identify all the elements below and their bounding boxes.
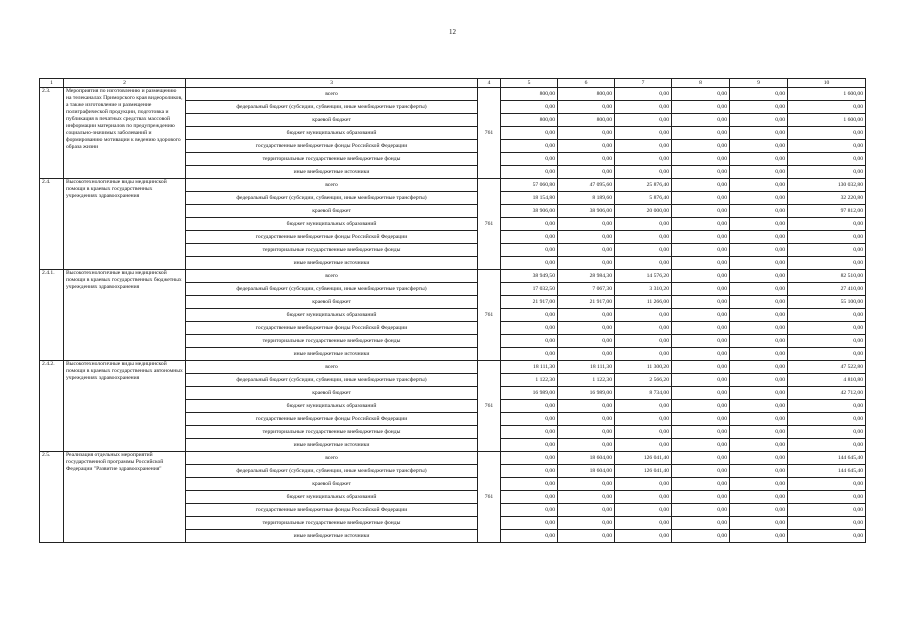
amount-cell: 0,00 (558, 166, 615, 179)
amount-cell: 0,00 (558, 504, 615, 517)
amount-cell: 0,00 (730, 491, 788, 504)
amount-cell: 2 566,20 (615, 374, 672, 387)
amount-cell: 0,00 (788, 400, 866, 413)
amount-cell: 55 100,00 (788, 296, 866, 309)
table-row (40, 452, 866, 465)
column-header: 4 (478, 79, 501, 88)
amount-cell: 8 734,00 (615, 387, 672, 400)
amount-cell: 0,00 (672, 296, 730, 309)
item-number: 2.4.2. (40, 361, 64, 452)
amount-cell: 0,00 (788, 101, 866, 114)
funding-source: бюджет муниципальных образований (186, 127, 478, 140)
amount-cell: 0,00 (672, 101, 730, 114)
amount-cell: 0,00 (501, 426, 558, 439)
amount-cell: 0,00 (615, 504, 672, 517)
column-header: 8 (672, 79, 730, 88)
amount-cell: 0,00 (558, 309, 615, 322)
activity-name: Высокотехнологичные виды медицинской помощи в краевых государственных учреждениях здравоохранения (64, 179, 186, 270)
amount-cell: 21 917,00 (501, 296, 558, 309)
amount-cell: 0,00 (501, 530, 558, 543)
funding-source: иные внебюджетные источники (186, 439, 478, 452)
amount-cell: 0,00 (501, 166, 558, 179)
column-header: 9 (730, 79, 788, 88)
amount-cell: 0,00 (788, 504, 866, 517)
amount-cell: 0,00 (672, 413, 730, 426)
funding-source: территориальные государственные внебюджетные фонды (186, 244, 478, 257)
amount-cell: 0,00 (730, 452, 788, 465)
amount-cell: 0,00 (501, 127, 558, 140)
amount-cell: 144 645,40 (788, 452, 866, 465)
amount-cell: 0,00 (730, 348, 788, 361)
funding-source: краевой бюджет (186, 114, 478, 127)
amount-cell: 11 300,20 (615, 361, 672, 374)
amount-cell: 0,00 (615, 101, 672, 114)
amount-cell: 1 600,00 (788, 114, 866, 127)
amount-cell: 0,00 (615, 140, 672, 153)
amount-cell: 0,00 (615, 218, 672, 231)
amount-cell: 0,00 (730, 283, 788, 296)
amount-cell: 57 060,80 (501, 179, 558, 192)
header-row (40, 79, 866, 88)
amount-cell: 5 876,40 (615, 192, 672, 205)
amount-cell: 0,00 (730, 114, 788, 127)
amount-cell: 0,00 (558, 426, 615, 439)
amount-cell: 0,00 (730, 140, 788, 153)
amount-cell: 0,00 (558, 218, 615, 231)
amount-cell: 0,00 (501, 231, 558, 244)
amount-cell: 32 220,80 (788, 192, 866, 205)
amount-cell: 0,00 (672, 452, 730, 465)
amount-cell: 0,00 (672, 283, 730, 296)
funding-source: всего (186, 88, 478, 101)
amount-cell: 0,00 (672, 127, 730, 140)
activity-name: Мероприятия по изготовлению и размещению на телеканалах Приморского края видеороликов, а также изготовление и размещение полиграфической продукции, подготовка и публикация в печатных средствах массовой информации материалов по предупреждению социально-значимых заболеваний и формированию мотивации к ведению здорового образа жизни (64, 88, 186, 179)
amount-cell: 0,00 (672, 504, 730, 517)
funding-source: иные внебюджетные источники (186, 257, 478, 270)
funding-source: краевой бюджет (186, 387, 478, 400)
amount-cell: 0,00 (788, 140, 866, 153)
amount-cell: 0,00 (615, 348, 672, 361)
amount-cell: 47 522,80 (788, 361, 866, 374)
activity-name: Высокотехнологичные виды медицинской помощи в краевых государственных автономных учреждениях здравоохранения (64, 361, 186, 452)
amount-cell: 0,00 (672, 517, 730, 530)
funding-source: государственные внебюджетные фонды Российской Федерации (186, 140, 478, 153)
amount-cell: 0,00 (558, 153, 615, 166)
amount-cell: 0,00 (672, 530, 730, 543)
amount-cell: 42 712,00 (788, 387, 866, 400)
column-header: 6 (558, 79, 615, 88)
amount-cell: 0,00 (788, 257, 866, 270)
responsible-code: 761 (478, 270, 501, 361)
amount-cell: 0,00 (730, 270, 788, 283)
amount-cell: 16 989,00 (558, 387, 615, 400)
amount-cell: 0,00 (615, 413, 672, 426)
amount-cell: 38 906,00 (501, 205, 558, 218)
amount-cell: 0,00 (672, 192, 730, 205)
amount-cell: 800,00 (501, 114, 558, 127)
amount-cell: 0,00 (558, 244, 615, 257)
amount-cell: 0,00 (730, 465, 788, 478)
amount-cell: 0,00 (672, 231, 730, 244)
amount-cell: 0,00 (615, 127, 672, 140)
amount-cell: 0,00 (730, 192, 788, 205)
funding-source: иные внебюджетные источники (186, 530, 478, 543)
responsible-code: 761 (478, 361, 501, 452)
column-header: 2 (64, 79, 186, 88)
funding-source: всего (186, 361, 478, 374)
amount-cell: 0,00 (615, 335, 672, 348)
amount-cell: 0,00 (615, 322, 672, 335)
amount-cell: 1 122,30 (501, 374, 558, 387)
amount-cell: 0,00 (730, 153, 788, 166)
amount-cell: 0,00 (730, 205, 788, 218)
funding-source: бюджет муниципальных образований (186, 400, 478, 413)
item-number: 2.5. (40, 452, 64, 543)
amount-cell: 0,00 (730, 439, 788, 452)
amount-cell: 0,00 (730, 244, 788, 257)
funding-source: иные внебюджетные источники (186, 166, 478, 179)
amount-cell: 0,00 (558, 231, 615, 244)
funding-source: краевой бюджет (186, 205, 478, 218)
amount-cell: 18 111,30 (558, 361, 615, 374)
amount-cell: 800,00 (558, 88, 615, 101)
amount-cell: 18 604,00 (558, 465, 615, 478)
column-header: 3 (186, 79, 478, 88)
amount-cell: 0,00 (672, 179, 730, 192)
amount-cell: 0,00 (615, 517, 672, 530)
table-row (40, 270, 866, 283)
amount-cell: 82 510,00 (788, 270, 866, 283)
amount-cell: 14 576,20 (615, 270, 672, 283)
amount-cell: 0,00 (615, 491, 672, 504)
amount-cell: 0,00 (501, 439, 558, 452)
amount-cell: 0,00 (672, 400, 730, 413)
amount-cell: 0,00 (788, 335, 866, 348)
amount-cell: 0,00 (615, 530, 672, 543)
funding-source: федеральный бюджет (субсидии, субвенции, иные межбюджетные трансферты) (186, 283, 478, 296)
amount-cell: 0,00 (788, 491, 866, 504)
amount-cell: 0,00 (501, 452, 558, 465)
amount-cell: 18 604,00 (558, 452, 615, 465)
amount-cell: 0,00 (558, 400, 615, 413)
amount-cell: 0,00 (672, 361, 730, 374)
amount-cell: 0,00 (615, 244, 672, 257)
amount-cell: 0,00 (788, 348, 866, 361)
amount-cell: 0,00 (730, 517, 788, 530)
amount-cell: 0,00 (558, 257, 615, 270)
amount-cell: 0,00 (501, 413, 558, 426)
amount-cell: 38 906,00 (558, 205, 615, 218)
amount-cell: 0,00 (558, 517, 615, 530)
funding-source: территориальные государственные внебюджетные фонды (186, 153, 478, 166)
funding-source: бюджет муниципальных образований (186, 218, 478, 231)
amount-cell: 800,00 (558, 114, 615, 127)
funding-source: территориальные государственные внебюджетные фонды (186, 517, 478, 530)
amount-cell: 0,00 (615, 231, 672, 244)
amount-cell: 0,00 (672, 270, 730, 283)
amount-cell: 0,00 (788, 426, 866, 439)
amount-cell: 0,00 (730, 257, 788, 270)
amount-cell: 0,00 (672, 322, 730, 335)
funding-source: территориальные государственные внебюджетные фонды (186, 335, 478, 348)
amount-cell: 0,00 (672, 88, 730, 101)
amount-cell: 21 917,00 (558, 296, 615, 309)
amount-cell: 0,00 (730, 413, 788, 426)
funding-source: территориальные государственные внебюджетные фонды (186, 426, 478, 439)
amount-cell: 3 310,20 (615, 283, 672, 296)
amount-cell: 0,00 (788, 322, 866, 335)
amount-cell: 0,00 (672, 114, 730, 127)
amount-cell: 0,00 (730, 88, 788, 101)
amount-cell: 0,00 (615, 114, 672, 127)
amount-cell: 0,00 (615, 426, 672, 439)
amount-cell: 0,00 (672, 140, 730, 153)
responsible-code: 761 (478, 88, 501, 179)
amount-cell: 18 111,30 (501, 361, 558, 374)
amount-cell: 0,00 (672, 335, 730, 348)
amount-cell: 0,00 (558, 348, 615, 361)
amount-cell: 0,00 (788, 218, 866, 231)
amount-cell: 126 041,40 (615, 452, 672, 465)
amount-cell: 0,00 (788, 413, 866, 426)
amount-cell: 4 810,80 (788, 374, 866, 387)
responsible-code: 761 (478, 452, 501, 543)
table-row (40, 361, 866, 374)
funding-source: всего (186, 270, 478, 283)
activity-name: Высокотехнологичные виды медицинской помощи в краевых государственных бюджетных учреждениях здравоохранения (64, 270, 186, 361)
amount-cell: 0,00 (615, 478, 672, 491)
amount-cell: 0,00 (501, 322, 558, 335)
amount-cell: 0,00 (788, 166, 866, 179)
amount-cell: 0,00 (730, 387, 788, 400)
funding-source: государственные внебюджетные фонды Российской Федерации (186, 322, 478, 335)
amount-cell: 0,00 (558, 101, 615, 114)
amount-cell: 28 984,30 (558, 270, 615, 283)
amount-cell: 0,00 (730, 478, 788, 491)
amount-cell: 0,00 (501, 335, 558, 348)
amount-cell: 0,00 (501, 478, 558, 491)
amount-cell: 18 154,80 (501, 192, 558, 205)
amount-cell: 0,00 (730, 166, 788, 179)
amount-cell: 0,00 (672, 387, 730, 400)
amount-cell: 0,00 (730, 374, 788, 387)
amount-cell: 0,00 (730, 361, 788, 374)
amount-cell: 17 032,50 (501, 283, 558, 296)
amount-cell: 0,00 (788, 517, 866, 530)
amount-cell: 0,00 (672, 439, 730, 452)
funding-source: государственные внебюджетные фонды Российской Федерации (186, 504, 478, 517)
amount-cell: 0,00 (615, 439, 672, 452)
amount-cell: 0,00 (730, 218, 788, 231)
budget-table (39, 78, 866, 543)
amount-cell: 0,00 (672, 309, 730, 322)
amount-cell: 0,00 (558, 439, 615, 452)
amount-cell: 0,00 (730, 322, 788, 335)
funding-source: федеральный бюджет (субсидии, субвенции, иные межбюджетные трансферты) (186, 192, 478, 205)
amount-cell: 800,00 (501, 88, 558, 101)
amount-cell: 0,00 (788, 309, 866, 322)
amount-cell: 0,00 (501, 309, 558, 322)
amount-cell: 11 266,00 (615, 296, 672, 309)
amount-cell: 0,00 (615, 309, 672, 322)
amount-cell: 20 000,00 (615, 205, 672, 218)
amount-cell: 0,00 (672, 166, 730, 179)
funding-source: всего (186, 452, 478, 465)
amount-cell: 0,00 (558, 530, 615, 543)
amount-cell: 0,00 (558, 140, 615, 153)
amount-cell: 27 410,00 (788, 283, 866, 296)
amount-cell: 0,00 (501, 218, 558, 231)
column-header: 5 (501, 79, 558, 88)
amount-cell: 1 122,30 (558, 374, 615, 387)
amount-cell: 0,00 (501, 244, 558, 257)
amount-cell: 0,00 (730, 530, 788, 543)
amount-cell: 0,00 (672, 465, 730, 478)
amount-cell: 0,00 (730, 426, 788, 439)
funding-source: федеральный бюджет (субсидии, субвенции, иные межбюджетные трансферты) (186, 374, 478, 387)
amount-cell: 130 032,80 (788, 179, 866, 192)
item-number: 2.4.1. (40, 270, 64, 361)
item-number: 2.3. (40, 88, 64, 179)
amount-cell: 0,00 (558, 491, 615, 504)
amount-cell: 0,00 (730, 231, 788, 244)
page-number: 12 (449, 28, 456, 36)
funding-source: федеральный бюджет (субсидии, субвенции, иные межбюджетные трансферты) (186, 465, 478, 478)
table-row (40, 88, 866, 101)
amount-cell: 0,00 (672, 218, 730, 231)
amount-cell: 0,00 (501, 257, 558, 270)
activity-name: Реализация отдельных мероприятий государственной программы Российской Федерации "Развитие здравоохранения" (64, 452, 186, 543)
funding-source: краевой бюджет (186, 478, 478, 491)
amount-cell: 0,00 (501, 517, 558, 530)
amount-cell: 0,00 (501, 140, 558, 153)
amount-cell: 0,00 (672, 491, 730, 504)
amount-cell: 16 989,00 (501, 387, 558, 400)
amount-cell: 0,00 (730, 179, 788, 192)
amount-cell: 0,00 (615, 88, 672, 101)
amount-cell: 0,00 (558, 127, 615, 140)
amount-cell: 0,00 (501, 348, 558, 361)
amount-cell: 0,00 (730, 309, 788, 322)
amount-cell: 0,00 (558, 413, 615, 426)
table-body (40, 88, 866, 543)
responsible-code: 761 (478, 179, 501, 270)
funding-source: федеральный бюджет (субсидии, субвенции, иные межбюджетные трансферты) (186, 101, 478, 114)
amount-cell: 0,00 (730, 101, 788, 114)
amount-cell: 0,00 (730, 504, 788, 517)
amount-cell: 0,00 (788, 231, 866, 244)
amount-cell: 0,00 (501, 465, 558, 478)
funding-source: краевой бюджет (186, 296, 478, 309)
funding-source: всего (186, 179, 478, 192)
funding-source: бюджет муниципальных образований (186, 491, 478, 504)
amount-cell: 0,00 (672, 257, 730, 270)
funding-source: государственные внебюджетные фонды Российской Федерации (186, 231, 478, 244)
amount-cell: 0,00 (788, 127, 866, 140)
amount-cell: 0,00 (501, 491, 558, 504)
amount-cell: 0,00 (672, 244, 730, 257)
funding-source: иные внебюджетные источники (186, 348, 478, 361)
amount-cell: 0,00 (558, 335, 615, 348)
amount-cell: 0,00 (730, 335, 788, 348)
amount-cell: 0,00 (558, 478, 615, 491)
table-row (40, 179, 866, 192)
amount-cell: 0,00 (672, 374, 730, 387)
amount-cell: 97 812,00 (788, 205, 866, 218)
amount-cell: 7 067,30 (558, 283, 615, 296)
funding-source: государственные внебюджетные фонды Российской Федерации (186, 413, 478, 426)
table-header (40, 79, 866, 88)
amount-cell: 8 189,60 (558, 192, 615, 205)
amount-cell: 25 876,40 (615, 179, 672, 192)
amount-cell: 126 041,40 (615, 465, 672, 478)
item-number: 2.4. (40, 179, 64, 270)
amount-cell: 0,00 (672, 205, 730, 218)
amount-cell: 0,00 (558, 322, 615, 335)
amount-cell: 0,00 (501, 153, 558, 166)
column-header: 1 (40, 79, 64, 88)
amount-cell: 47 095,60 (558, 179, 615, 192)
funding-source: бюджет муниципальных образований (186, 309, 478, 322)
amount-cell: 0,00 (501, 101, 558, 114)
amount-cell: 0,00 (730, 296, 788, 309)
amount-cell: 0,00 (672, 426, 730, 439)
amount-cell: 0,00 (730, 127, 788, 140)
amount-cell: 0,00 (788, 153, 866, 166)
amount-cell: 0,00 (615, 166, 672, 179)
amount-cell: 0,00 (672, 348, 730, 361)
amount-cell: 144 645,40 (788, 465, 866, 478)
amount-cell: 0,00 (615, 153, 672, 166)
amount-cell: 0,00 (730, 400, 788, 413)
amount-cell: 0,00 (615, 257, 672, 270)
amount-cell: 38 949,50 (501, 270, 558, 283)
amount-cell: 0,00 (788, 478, 866, 491)
amount-cell: 0,00 (501, 504, 558, 517)
column-header: 7 (615, 79, 672, 88)
amount-cell: 0,00 (501, 400, 558, 413)
amount-cell: 0,00 (615, 400, 672, 413)
amount-cell: 0,00 (788, 530, 866, 543)
amount-cell: 1 600,00 (788, 88, 866, 101)
amount-cell: 0,00 (672, 153, 730, 166)
amount-cell: 0,00 (788, 439, 866, 452)
column-header: 10 (788, 79, 866, 88)
amount-cell: 0,00 (788, 244, 866, 257)
amount-cell: 0,00 (672, 478, 730, 491)
